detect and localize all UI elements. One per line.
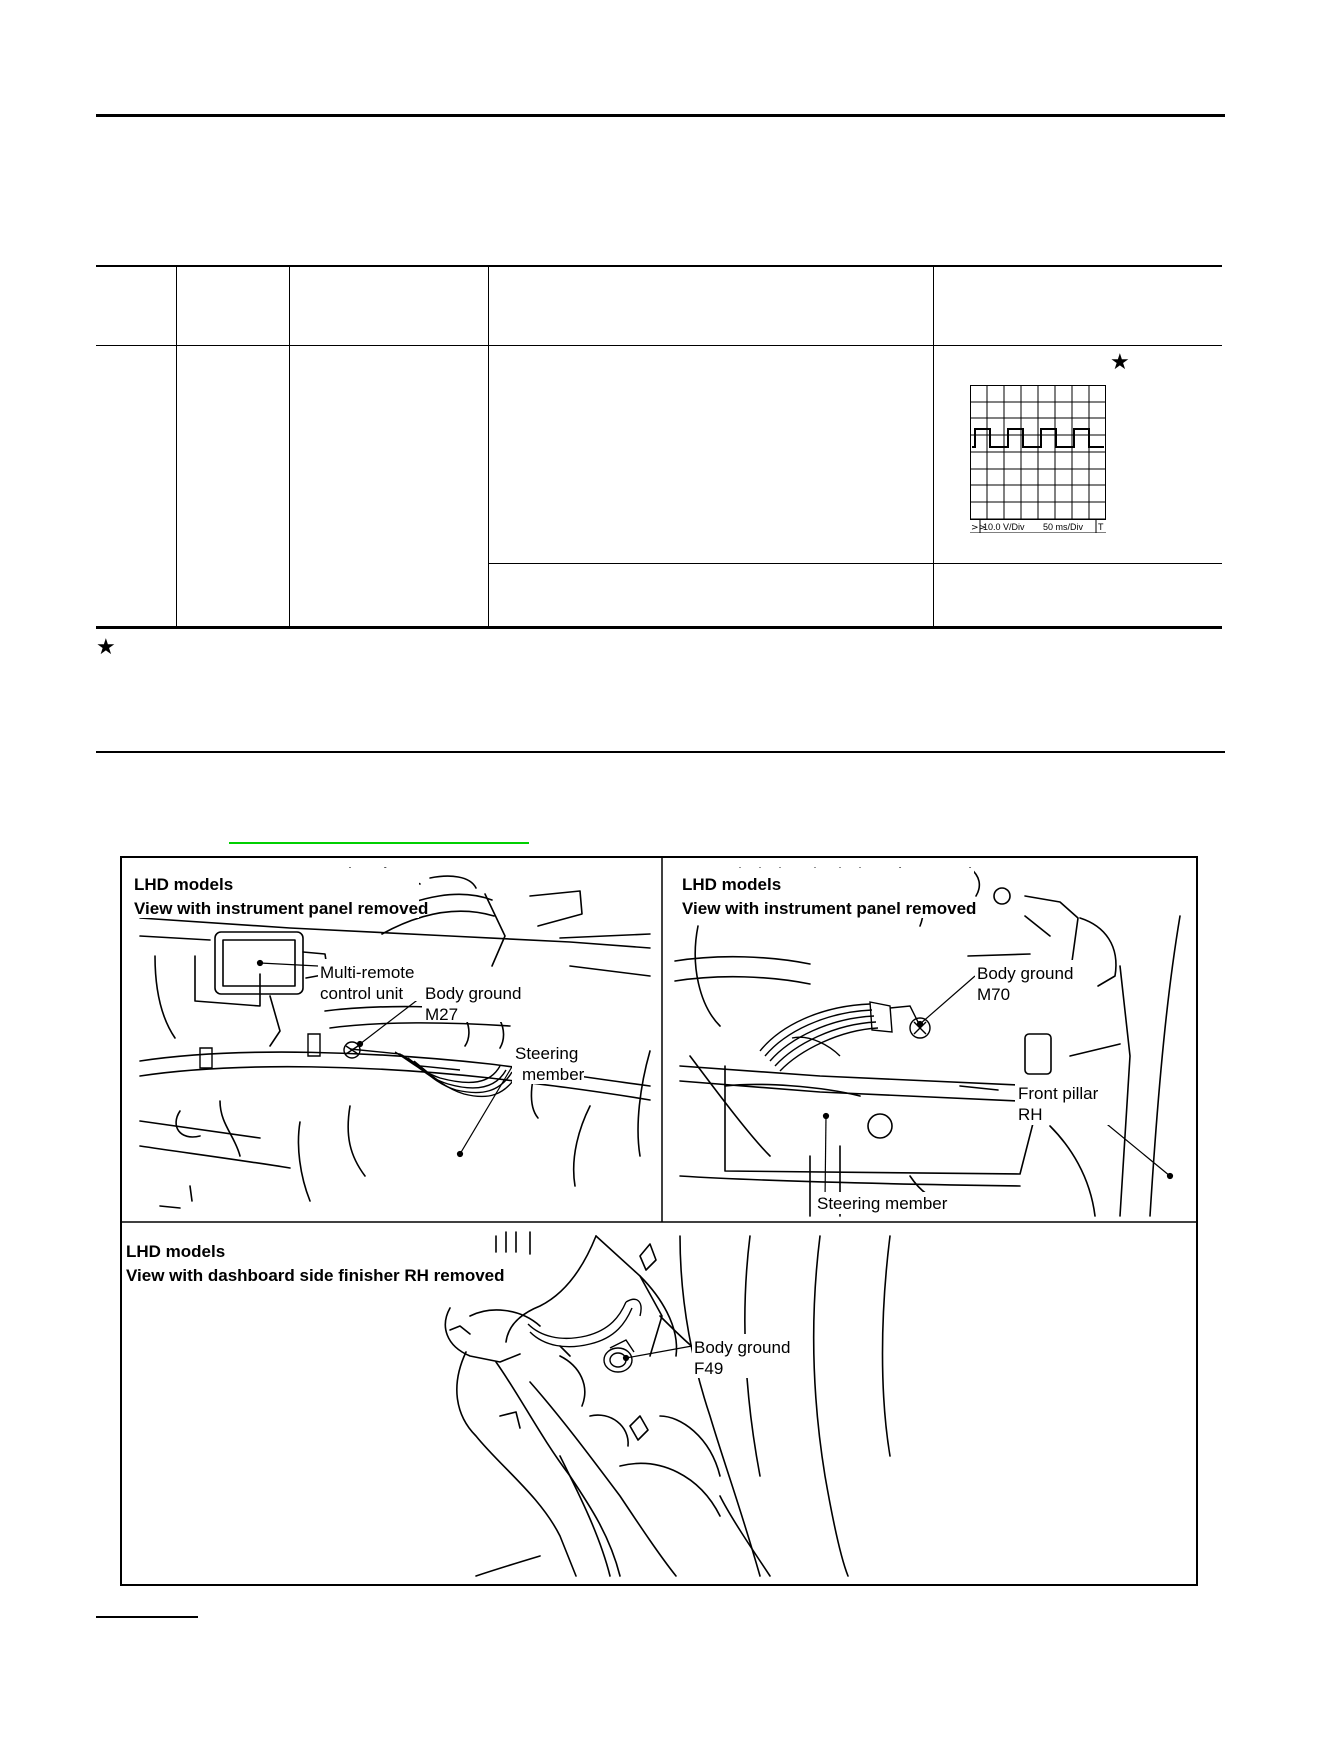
table-header-divider: [96, 345, 1222, 346]
panel-b-steering-label: Steering member: [817, 1194, 948, 1213]
section-rule: [96, 751, 1225, 753]
footnote-star-mark: ★: [96, 635, 116, 660]
panel-a-ground-label-line1: Body ground: [425, 984, 522, 1003]
ground-location-figure: [120, 856, 1198, 1586]
panel-b-illustration: [675, 868, 1180, 1216]
scope-grid: [970, 385, 1106, 533]
footer-rule: [96, 1616, 198, 1618]
reference-link[interactable]: [229, 842, 529, 844]
panel-a-title-line1: LHD models: [134, 875, 234, 894]
panel-c-title-line1: LHD models: [126, 1242, 226, 1261]
scope-right-glyph: T: [1098, 522, 1104, 532]
table-col-divider-2: [289, 265, 290, 627]
panel-b-ground-label-line2: M70: [977, 985, 1011, 1004]
table-col-divider-1: [176, 265, 177, 627]
scope-left-glyph: >>: [971, 523, 987, 533]
table-col-divider-4: [933, 265, 934, 627]
panel-c-ground-label-line2: F49: [694, 1359, 724, 1378]
panel-a-ground-label-line2: M27: [425, 1005, 459, 1024]
oscilloscope-waveform: [970, 385, 1106, 533]
table-top-border: [96, 265, 1222, 267]
panel-c-ground-connector: [528, 1299, 641, 1372]
panel-a-steering-label-line2: member: [522, 1065, 585, 1084]
panel-a-illustration: [140, 868, 650, 1208]
table-row-divider: [488, 563, 1222, 564]
panel-b-title-line1: LHD models: [682, 875, 782, 894]
table-col-divider-3: [488, 265, 489, 627]
table-bottom-border: [96, 626, 1222, 629]
header-rule: [96, 114, 1225, 117]
panel-b-leaders: [824, 976, 1173, 1200]
scope-volts-label: 10.0 V/Div: [983, 522, 1025, 532]
panel-a-title-line2: View with instrument panel removed: [134, 899, 429, 918]
panel-b-ground-label-line1: Body ground: [977, 964, 1074, 983]
panel-a-steering-label-line1: Steering: [515, 1044, 579, 1063]
panel-b-title-line2: View with instrument panel removed: [682, 899, 977, 918]
panel-a-unit-label-line1: Multi-remote: [320, 963, 415, 982]
panel-b-pillar-label-line2: RH: [1018, 1105, 1043, 1124]
panel-c-illustration: [445, 1232, 890, 1576]
waveform-star-mark: ★: [1110, 350, 1130, 375]
panel-a-unit-label-line2: control unit: [320, 984, 404, 1003]
panel-b-pillar-label-line1: Front pillar: [1018, 1084, 1099, 1103]
panel-c-ground-label-line1: Body ground: [694, 1338, 791, 1357]
panel-c-leaders: [624, 1346, 693, 1361]
panel-b-wiring-harness: [760, 1002, 930, 1071]
panel-c-title-line2: View with dashboard side finisher RH removed: [126, 1266, 505, 1285]
scope-time-label: 50 ms/Div: [1043, 522, 1084, 532]
